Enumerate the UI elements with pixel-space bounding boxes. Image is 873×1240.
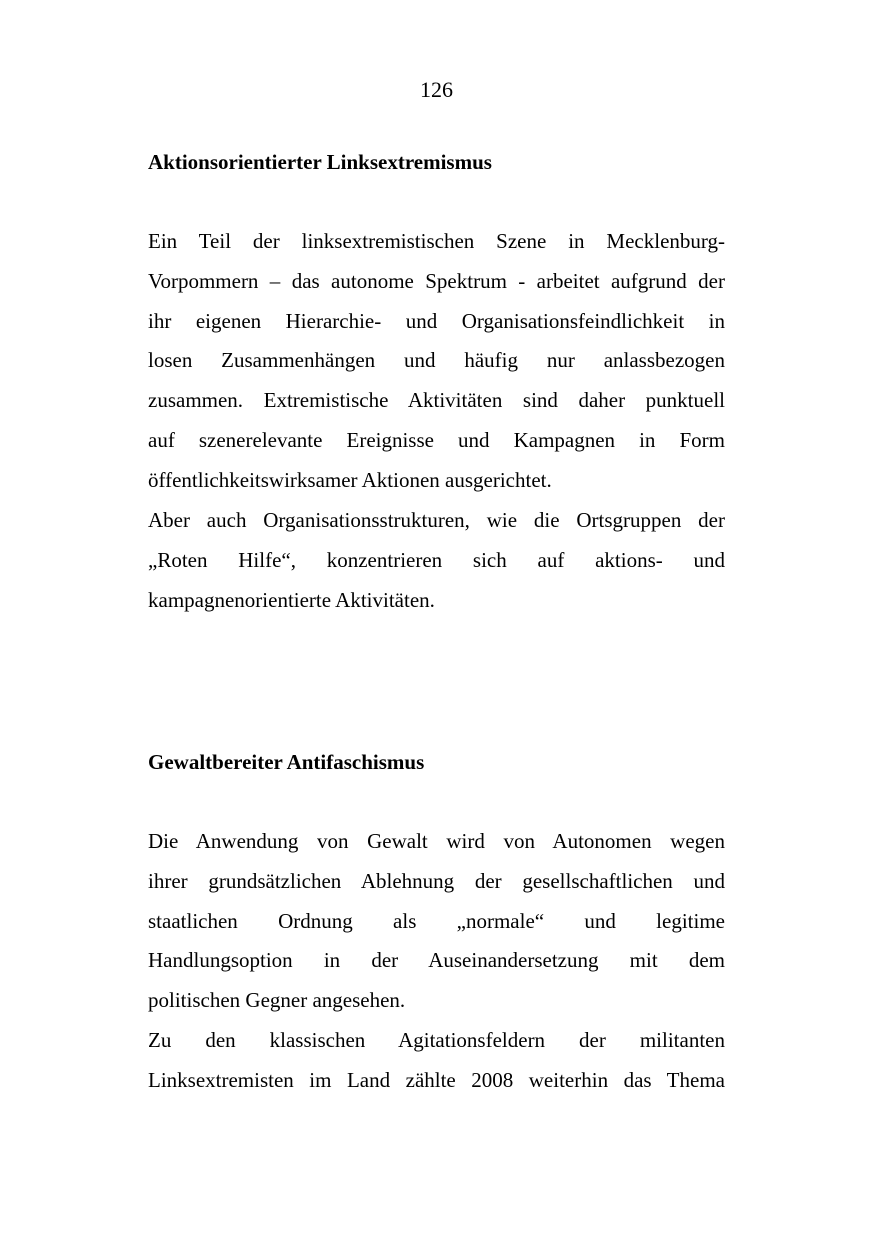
text-line: ihr eigenen Hierarchie- und Organisationsfeindlichkeit in [148,308,725,333]
paragraph-szene-autonome [148,222,725,501]
text-line: staatlichen Ordnung als „normale“ und legitime [148,908,725,933]
text-line: Handlungsoption in der Auseinandersetzung mit dem [148,948,725,973]
text-line: öffentlichkeitswirksamer Aktionen ausgerichtet. [148,467,552,492]
text-line: Ein Teil der linksextremistischen Szene in Mecklenburg- [148,229,725,253]
text-line: Vorpommern – das autonome Spektrum - arbeitet aufgrund der [148,268,725,293]
text-line: kampagnenorientierte Aktivitäten. [148,587,435,612]
text-line: Aber auch Organisationsstrukturen, wie die Ortsgruppen der [148,508,725,532]
section-heading-gewaltbereiter-antifaschismus: Gewaltbereiter Antifaschismus [148,750,425,774]
text-line: Linksextremisten im Land zählte 2008 weiterhin das Thema [148,1067,725,1092]
text-line: Die Anwendung von Gewalt wird von Autonomen wegen [148,829,725,853]
text-line: Zu den klassischen Agitationsfeldern der militanten [148,1028,725,1052]
paragraph-anwendung-gewalt [148,822,725,1021]
text-line: ihrer grundsätzlichen Ablehnung der gesellschaftlichen und [148,868,725,893]
text-line: losen Zusammenhängen und häufig nur anlassbezogen [148,348,725,373]
text-line: „Roten Hilfe“, konzentrieren sich auf aktions- und [148,547,725,572]
paragraph-agitationsfelder [148,1021,725,1101]
text-line: auf szenerelevante Ereignisse und Kampagnen in Form [148,427,725,452]
text-line: politischen Gegner angesehen. [148,988,406,1013]
paragraph-rote-hilfe [148,501,725,620]
section-heading-aktionsorientierter-linksextremismus: Aktionsorientierter Linksextremismus [148,150,492,174]
text-line: zusammen. Extremistische Aktivitäten sind daher punktuell [148,388,725,413]
page-number: 126 [420,77,453,102]
